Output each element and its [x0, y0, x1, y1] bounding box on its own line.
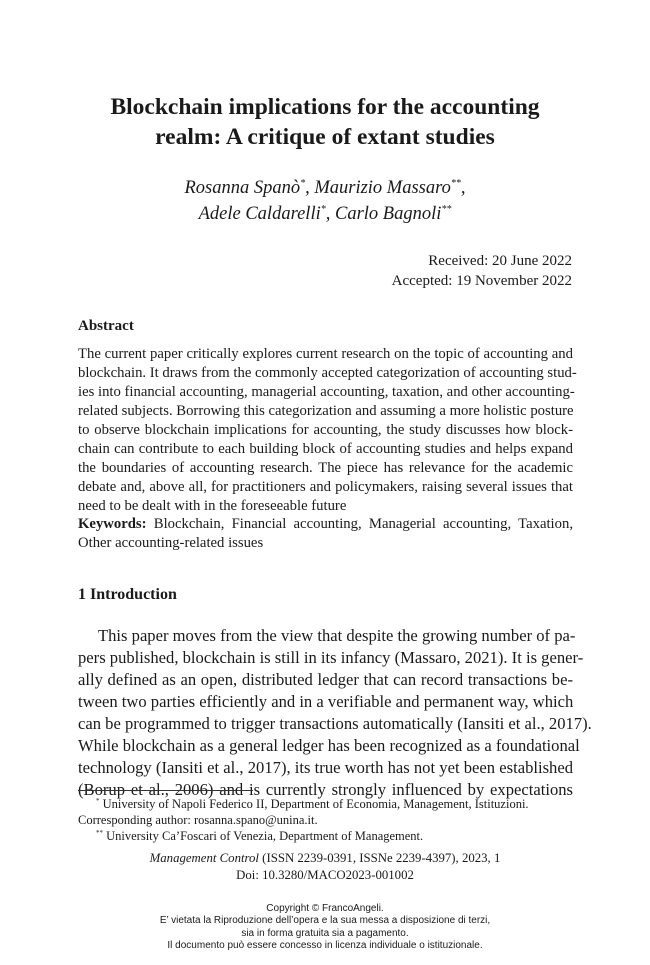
keywords-label: Keywords: [78, 516, 147, 532]
affiliation-mark: ** [441, 204, 452, 215]
copyright-line: Copyright © FrancoAngeli. [266, 903, 384, 914]
footnotes [78, 796, 588, 844]
footnote-mark: ** [96, 829, 103, 837]
abstract-heading: Abstract [78, 318, 134, 334]
introduction-body [78, 625, 592, 801]
keywords-text: Blockchain, Financial accounting, Managerial accounting, Taxation, [146, 516, 573, 532]
journal-name: Management Control [149, 851, 259, 865]
author-separator: , [305, 178, 315, 198]
author-separator: , [325, 204, 335, 224]
author-name: Adele Caldarelli [198, 204, 321, 224]
affiliation-mark: ** [450, 178, 461, 189]
abstract-line: need to be dealt with in the foreseeable future [78, 498, 347, 514]
paper-title [60, 92, 590, 152]
author-line-1 [60, 175, 590, 201]
abstract-line: chain can contribute to each building block of accounting studies and helps expand [78, 441, 573, 457]
abstract-line: debate and, above all, for practitioners and policymakers, raising several issues that [78, 479, 573, 495]
body-line: (Borup et al., 2006) and is currently strongly influenced by expectations [78, 780, 573, 799]
footnote-divider [78, 790, 253, 791]
journal-citation [60, 850, 590, 867]
footnote-1 [78, 796, 588, 812]
abstract-body [78, 345, 577, 516]
author-list [60, 175, 590, 227]
body-line: This paper moves from the view that despite the growing number of pa- [98, 626, 576, 645]
journal-info [60, 850, 590, 884]
submission-dates [392, 251, 572, 291]
author-separator: , [460, 178, 466, 198]
abstract-line: the boundaries of accounting research. The piece has relevance for the academic [78, 460, 573, 476]
keywords-line-1 [78, 515, 573, 534]
section-heading-introduction: 1 Introduction [78, 586, 177, 603]
footnote-text: University of Napoli Federico II, Department of Economia, Management, Istituzioni. [99, 797, 529, 811]
accepted-date: Accepted: 19 November 2022 [391, 273, 572, 289]
body-line: tween two parties efficiently and in a verifiable and permanent way, which [78, 692, 574, 711]
body-line: can be programmed to trigger transactions automatically (Iansiti et al., 2017). [78, 714, 592, 733]
copyright-line: Il documento può essere concesso in licenza individuale o istituzionale. [167, 939, 483, 951]
author-name: Carlo Bagnoli [334, 204, 442, 224]
body-line: ally defined as an open, distributed ledger that can record transactions be- [78, 670, 573, 689]
title-line-1: Blockchain implications for the accounting [110, 94, 540, 120]
author-name: Rosanna Spanò [184, 178, 301, 198]
abstract-line: The current paper critically explores current research on the topic of accounting and [78, 346, 573, 362]
journal-details: (ISSN 2239-0391, ISSNe 2239-4397), 2023, 1 [258, 851, 501, 865]
abstract-line: blockchain. It draws from the commonly accepted categorization of accounting stud- [78, 365, 577, 381]
author-name: Maurizio Massaro [314, 178, 451, 198]
affiliation-mark: * [320, 204, 326, 215]
footnote-1-continued: Corresponding author: rosanna.spano@unina.it. [78, 813, 318, 827]
abstract-line: to observe blockchain implications for accounting, the study discusses how block- [78, 422, 573, 438]
footnote-text: University Ca’Foscari of Venezia, Department of Management. [103, 829, 424, 843]
received-date: Received: 20 June 2022 [428, 253, 572, 269]
copyright-line: sia in forma gratuita sia a pagamento. [241, 927, 409, 939]
copyright-line: E’ vietata la Riproduzione dell’opera e la sua messa a disposizione di terzi, [159, 915, 491, 927]
body-line: technology (Iansiti et al., 2017), its true worth has not yet been established [78, 758, 573, 777]
body-line: pers published, blockchain is still in its infancy (Massaro, 2021). It is gener- [78, 648, 584, 667]
title-line-2: realm: A critique of extant studies [155, 124, 495, 150]
keywords-line-2: Other accounting-related issues [78, 535, 264, 551]
keywords [78, 515, 573, 553]
author-line-2 [60, 201, 590, 227]
copyright-notice [60, 903, 590, 952]
footnote-2 [78, 828, 588, 844]
body-line: While blockchain as a general ledger has been recognized as a foundational [78, 736, 580, 755]
abstract-line: related subjects. Borrowing this categorization and assuming a more holistic posture [78, 403, 574, 419]
affiliation-mark: * [300, 178, 306, 189]
journal-doi: Doi: 10.3280/MACO2023-001002 [236, 868, 414, 882]
abstract-line: ies into financial accounting, managerial accounting, taxation, and other accounting- [78, 384, 575, 400]
footnote-mark: * [96, 797, 100, 805]
